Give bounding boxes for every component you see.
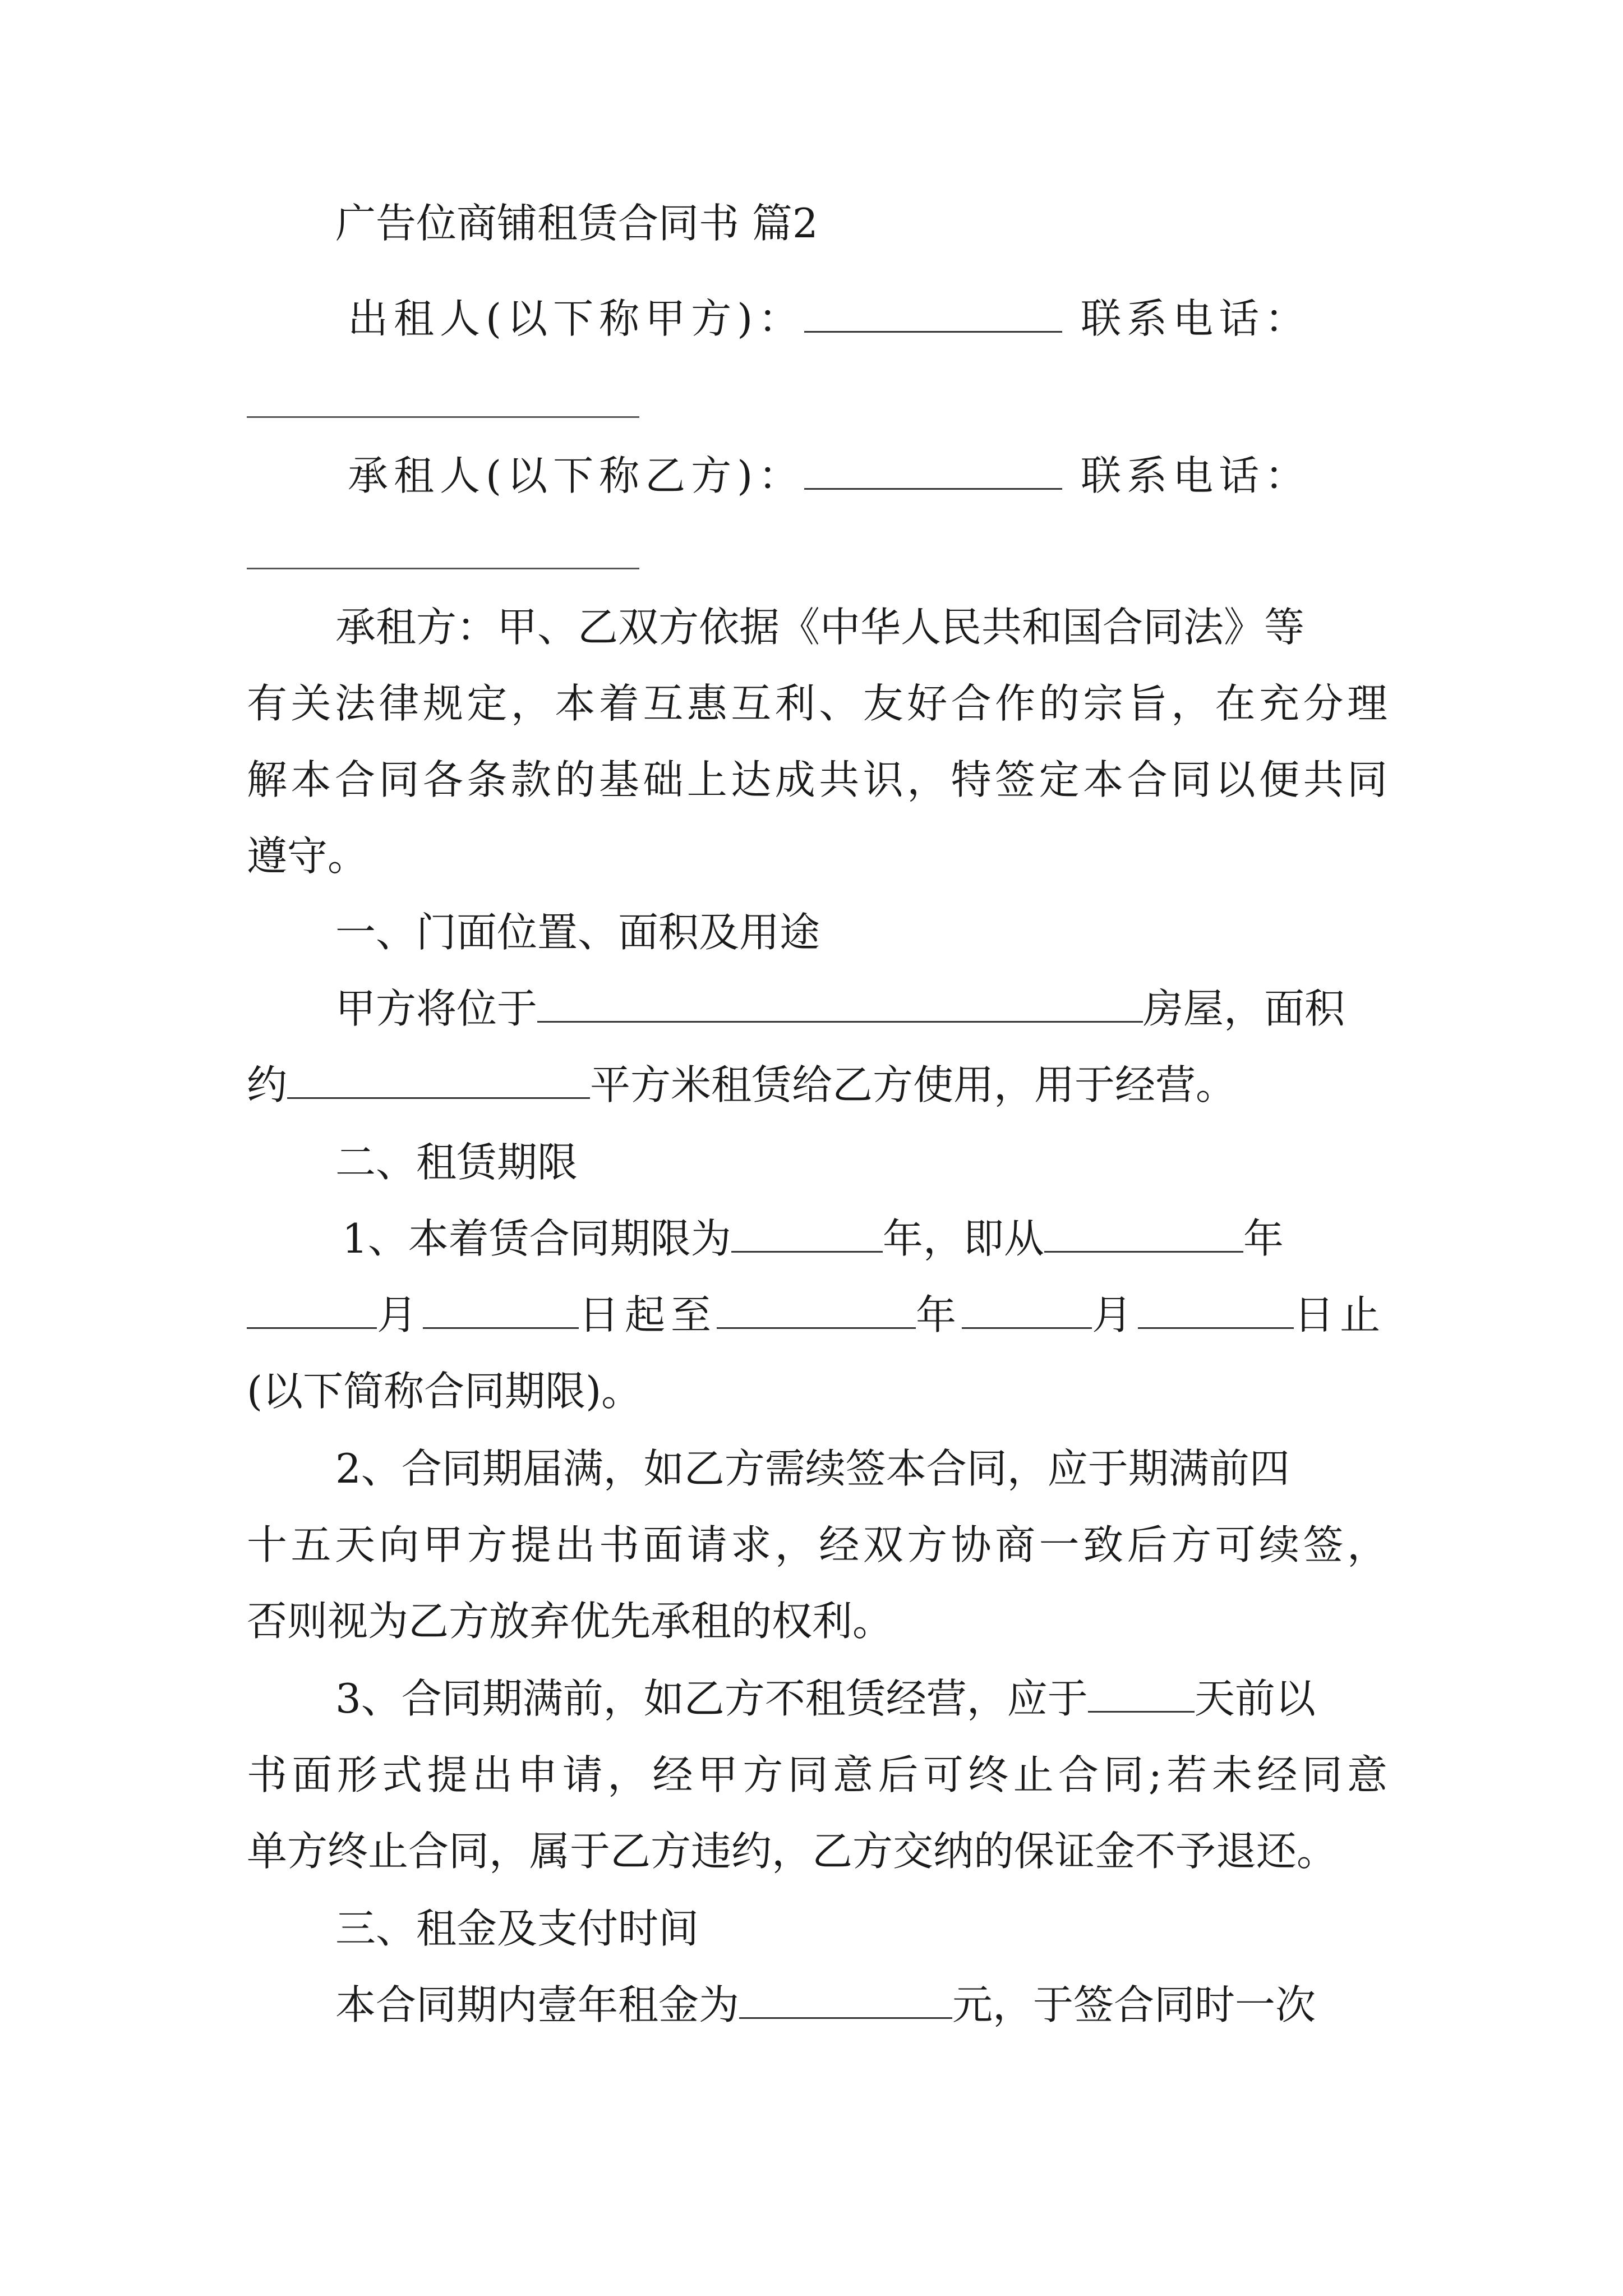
- area-prefix: 约: [247, 1061, 288, 1108]
- clause1-line-3: (以下简称合同期限)。: [247, 1368, 642, 1415]
- clause1-line-2: [247, 1287, 1386, 1343]
- lessee-label: 承租人(以下称乙方)：: [348, 452, 805, 499]
- section1-heading: 一、门面位置、面积及用途: [335, 909, 820, 956]
- clause3-line-3: 单方终止合同，属于乙方违约，乙方交纳的保证金不予退还。: [247, 1828, 1338, 1875]
- lessor-label: 出租人(以下称甲方)：: [348, 295, 805, 342]
- clause2-line-2: 十五天向甲方提出书面请求，经双方协商一致后方可续签，: [247, 1521, 1387, 1568]
- clause2-line-1: 2、合同期届满，如乙方需续签本合同，应于期满前四: [335, 1445, 1290, 1492]
- lessee-phone-blank: [247, 568, 639, 569]
- location-prefix: 甲方将位于: [335, 985, 538, 1032]
- location-suffix: 房屋，面积: [1143, 985, 1345, 1032]
- preamble-line-1: 承租方：甲、乙双方依据《中华人民共和国合同法》等: [335, 604, 1305, 651]
- rent-suffix: 元，于签合同时一次: [952, 1981, 1316, 2028]
- lessor-phone-label: 联系电话：: [1081, 295, 1311, 342]
- start-month-blank: [247, 1292, 377, 1329]
- clause1-text-c: 年: [1243, 1215, 1284, 1262]
- title-text: 广告位商铺租赁合同书 篇2: [335, 200, 818, 247]
- lessor-line: [348, 291, 1311, 347]
- clause1-text-d: 月: [377, 1291, 423, 1338]
- clause1-text-a: 1、本着赁合同期限为: [342, 1215, 731, 1262]
- end-year-blank: [717, 1292, 916, 1329]
- rent-amount-blank: [739, 1982, 952, 2019]
- clause3-text-a: 3、合同期满前，如乙方不租赁经营，应于: [335, 1675, 1088, 1722]
- start-day-blank: [423, 1292, 579, 1329]
- section3-line-1: [335, 1977, 1316, 2033]
- area-blank: [287, 1062, 590, 1099]
- lessor-name-blank: [804, 296, 1062, 333]
- term-years-blank: [731, 1216, 883, 1253]
- clause2-line-3: 否则视为乙方放弃优先承租的权利。: [247, 1598, 893, 1645]
- end-month-blank: [962, 1292, 1092, 1329]
- section2-heading: 二、租赁期限: [335, 1139, 578, 1186]
- lessee-name-blank: [804, 453, 1062, 490]
- section1-line-1: [335, 981, 1345, 1037]
- section3-heading: 三、租金及支付时间: [335, 1905, 699, 1952]
- rent-prefix: 本合同期内壹年租金为: [335, 1981, 740, 2028]
- lessor-phone-blank: [247, 416, 639, 418]
- notice-days-blank: [1088, 1676, 1195, 1713]
- start-year-blank: [1044, 1216, 1243, 1253]
- section1-line-2: [247, 1057, 1236, 1113]
- clause1-text-b: 年，即从: [882, 1215, 1044, 1262]
- location-blank: [537, 986, 1143, 1023]
- document-title: [335, 195, 818, 251]
- preamble-line-2: 有关法律规定，本着互惠互利、友好合作的宗旨，在充分理: [247, 680, 1387, 727]
- lessee-line: [348, 448, 1311, 504]
- clause1-text-e: 日起至: [579, 1291, 717, 1338]
- area-suffix: 平方米租赁给乙方使用，用于经营。: [590, 1061, 1237, 1108]
- clause3-text-b: 天前以: [1194, 1675, 1316, 1722]
- clause1-text-f: 年: [916, 1291, 962, 1338]
- clause1-text-h: 日止: [1294, 1291, 1386, 1338]
- clause1-line-1: [342, 1211, 1284, 1267]
- end-day-blank: [1138, 1292, 1294, 1329]
- lessee-phone-label: 联系电话：: [1081, 452, 1311, 499]
- clause1-text-g: 月: [1092, 1291, 1138, 1338]
- preamble-line-3: 解本合同各条款的基础上达成共识，特签定本合同以便共同: [247, 756, 1387, 803]
- clause3-line-1: [335, 1671, 1316, 1727]
- clause3-line-2: 书面形式提出申请，经甲方同意后可终止合同;若未经同意: [247, 1751, 1387, 1798]
- preamble-line-4: 遵守。: [247, 832, 368, 880]
